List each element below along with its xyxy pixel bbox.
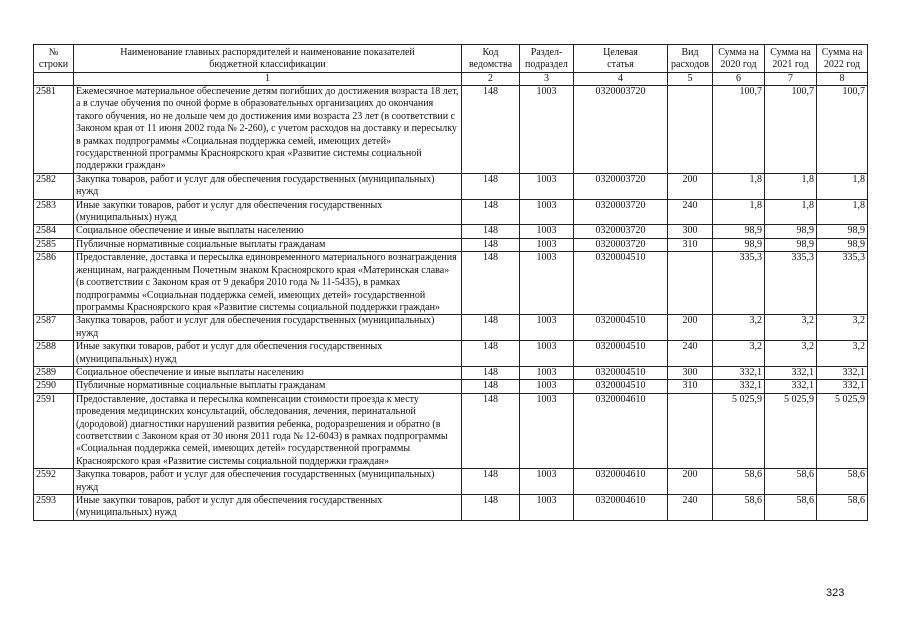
expense-type-cell: 240	[668, 341, 713, 367]
row-name-cell: Иные закупки товаров, работ и услуг для обеспечения государственных (муниципальных) нужд	[74, 341, 462, 367]
col-header-dept-code: Код ведомства	[462, 45, 520, 73]
sum-2020-cell: 100,7	[713, 86, 765, 174]
table-row	[34, 86, 868, 174]
target-article-cell: 0320004510	[574, 252, 668, 315]
sum-2022-cell: 3,2	[817, 341, 868, 367]
sum-2021-cell: 98,9	[765, 225, 817, 238]
row-number-cell: 2588	[34, 341, 74, 367]
dept-code-cell: 148	[462, 315, 520, 341]
sum-2022-cell: 332,1	[817, 366, 868, 379]
row-name-cell: Предоставление, доставка и пересылка единовременного материального вознаграждения женщинам, награжденным Почетным знаком Красноярского края «Материнская слава» (в соответствии с Законом края от 9 декабря 2010 года № 11-5435), в рамках подпрограммы «Социальная поддержка семей, имеющих детей» государственной программы Красноярского края «Развитие системы социальной поддержки граждан»	[74, 252, 462, 315]
page-number: 323	[826, 587, 845, 599]
sum-2021-cell: 5 025,9	[765, 393, 817, 468]
table-row	[34, 225, 868, 238]
col-header-sum-2021: Сумма на 2021 год	[765, 45, 817, 73]
col-number: 3	[520, 73, 574, 86]
table-row	[34, 252, 868, 315]
sum-2021-cell: 1,8	[765, 173, 817, 199]
row-number-cell: 2585	[34, 238, 74, 251]
section-cell: 1003	[520, 315, 574, 341]
row-number-cell: 2587	[34, 315, 74, 341]
col-header-section: Раздел- подраздел	[520, 45, 574, 73]
section-cell: 1003	[520, 225, 574, 238]
target-article-cell: 0320004610	[574, 393, 668, 468]
sum-2021-cell: 3,2	[765, 341, 817, 367]
expense-type-cell: 310	[668, 238, 713, 251]
dept-code-cell: 148	[462, 173, 520, 199]
expense-type-cell	[668, 86, 713, 174]
section-cell: 1003	[520, 173, 574, 199]
row-name-cell: Ежемесячное материальное обеспечение детям погибших до достижения возраста 18 лет, а в случае обучения по очной форме в образовательных организациях до окончания такого обучения, но не дольше чем до достижения ими возраста 23 лет (в соответствии с Законом края от 11 июня 2002 года № 2-260), с учетом расходов на доставку и пересылку в рамках подпрограммы «Социальная поддержка семей, имеющих детей» государственной программы Красноярского края «Развитие системы социальной поддержки граждан»	[74, 86, 462, 174]
section-cell: 1003	[520, 380, 574, 393]
table-row	[34, 393, 868, 468]
expense-type-cell: 310	[668, 380, 713, 393]
section-cell: 1003	[520, 469, 574, 495]
sum-2022-cell: 98,9	[817, 238, 868, 251]
section-cell: 1003	[520, 393, 574, 468]
dept-code-cell: 148	[462, 495, 520, 521]
section-cell: 1003	[520, 86, 574, 174]
header-number-row	[34, 73, 868, 86]
budget-table	[33, 44, 868, 521]
col-header-row-number: № строки	[34, 45, 74, 73]
table-row	[34, 315, 868, 341]
section-cell: 1003	[520, 495, 574, 521]
row-name-cell: Публичные нормативные социальные выплаты гражданам	[74, 238, 462, 251]
table-row	[34, 199, 868, 225]
sum-2022-cell: 58,6	[817, 495, 868, 521]
sum-2020-cell: 335,3	[713, 252, 765, 315]
section-cell: 1003	[520, 252, 574, 315]
row-name-cell: Социальное обеспечение и иные выплаты населению	[74, 225, 462, 238]
dept-code-cell: 148	[462, 380, 520, 393]
target-article-cell: 0320003720	[574, 199, 668, 225]
header-row	[34, 45, 868, 73]
table-body	[34, 86, 868, 521]
col-number: 7	[765, 73, 817, 86]
expense-type-cell: 200	[668, 469, 713, 495]
col-header-expense-type: Вид расходов	[668, 45, 713, 73]
sum-2021-cell: 332,1	[765, 380, 817, 393]
sum-2021-cell: 1,8	[765, 199, 817, 225]
target-article-cell: 0320003720	[574, 238, 668, 251]
expense-type-cell: 300	[668, 366, 713, 379]
table-row	[34, 469, 868, 495]
dept-code-cell: 148	[462, 341, 520, 367]
row-number-cell: 2593	[34, 495, 74, 521]
table-row	[34, 380, 868, 393]
sum-2021-cell: 3,2	[765, 315, 817, 341]
row-number-cell: 2589	[34, 366, 74, 379]
col-number: 8	[817, 73, 868, 86]
dept-code-cell: 148	[462, 469, 520, 495]
row-name-cell: Иные закупки товаров, работ и услуг для обеспечения государственных (муниципальных) нужд	[74, 495, 462, 521]
section-cell: 1003	[520, 199, 574, 225]
expense-type-cell	[668, 393, 713, 468]
sum-2022-cell: 58,6	[817, 469, 868, 495]
table-row	[34, 495, 868, 521]
row-number-cell: 2591	[34, 393, 74, 468]
row-number-cell: 2584	[34, 225, 74, 238]
sum-2021-cell: 98,9	[765, 238, 817, 251]
col-header-name: Наименование главных распорядителей и наименование показателей бюджетной классификации	[74, 45, 462, 73]
row-number-cell: 2590	[34, 380, 74, 393]
dept-code-cell: 148	[462, 393, 520, 468]
section-cell: 1003	[520, 341, 574, 367]
sum-2020-cell: 332,1	[713, 380, 765, 393]
col-header-sum-2022: Сумма на 2022 год	[817, 45, 868, 73]
row-name-cell: Социальное обеспечение и иные выплаты населению	[74, 366, 462, 379]
row-number-cell: 2582	[34, 173, 74, 199]
sum-2020-cell: 3,2	[713, 315, 765, 341]
dept-code-cell: 148	[462, 225, 520, 238]
target-article-cell: 0320003720	[574, 225, 668, 238]
row-number-cell: 2592	[34, 469, 74, 495]
expense-type-cell: 200	[668, 315, 713, 341]
sum-2020-cell: 58,6	[713, 469, 765, 495]
table-row	[34, 366, 868, 379]
col-number: 6	[713, 73, 765, 86]
sum-2021-cell: 335,3	[765, 252, 817, 315]
sum-2021-cell: 332,1	[765, 366, 817, 379]
sum-2022-cell: 1,8	[817, 199, 868, 225]
section-cell: 1003	[520, 238, 574, 251]
table-row	[34, 173, 868, 199]
row-name-cell: Закупка товаров, работ и услуг для обеспечения государственных (муниципальных) нужд	[74, 173, 462, 199]
sum-2022-cell: 1,8	[817, 173, 868, 199]
expense-type-cell: 200	[668, 173, 713, 199]
sum-2020-cell: 1,8	[713, 173, 765, 199]
sum-2020-cell: 58,6	[713, 495, 765, 521]
col-header-target-article: Целевая статья	[574, 45, 668, 73]
sum-2020-cell: 5 025,9	[713, 393, 765, 468]
target-article-cell: 0320004510	[574, 380, 668, 393]
expense-type-cell: 240	[668, 495, 713, 521]
sum-2021-cell: 100,7	[765, 86, 817, 174]
sum-2022-cell: 332,1	[817, 380, 868, 393]
row-name-cell: Закупка товаров, работ и услуг для обеспечения государственных (муниципальных) нужд	[74, 315, 462, 341]
target-article-cell: 0320003720	[574, 173, 668, 199]
sum-2022-cell: 98,9	[817, 225, 868, 238]
row-number-cell: 2586	[34, 252, 74, 315]
dept-code-cell: 148	[462, 366, 520, 379]
target-article-cell: 0320003720	[574, 86, 668, 174]
row-name-cell: Закупка товаров, работ и услуг для обеспечения государственных (муниципальных) нужд	[74, 469, 462, 495]
target-article-cell: 0320004510	[574, 315, 668, 341]
expense-type-cell	[668, 252, 713, 315]
sum-2022-cell: 100,7	[817, 86, 868, 174]
row-name-cell: Иные закупки товаров, работ и услуг для обеспечения государственных (муниципальных) нужд	[74, 199, 462, 225]
section-cell: 1003	[520, 366, 574, 379]
sum-2020-cell: 98,9	[713, 238, 765, 251]
row-number-cell: 2583	[34, 199, 74, 225]
sum-2022-cell: 3,2	[817, 315, 868, 341]
target-article-cell: 0320004610	[574, 469, 668, 495]
sum-2021-cell: 58,6	[765, 469, 817, 495]
dept-code-cell: 148	[462, 86, 520, 174]
row-name-cell: Предоставление, доставка и пересылка компенсации стоимости проезда к месту проведения медицинских консультаций, обследования, лечения, перинатальной (дородовой) диагностики нарушений развития ребенка, родоразрешения и обратно (в соответствии с Законом края от 30 июня 2011 года № 12-6043) в рамках подпрограммы «Социальная поддержка семей, имеющих детей» государственной программы Красноярского края «Развитие системы социальной поддержки граждан»	[74, 393, 462, 468]
col-number: 1	[74, 73, 462, 86]
dept-code-cell: 148	[462, 252, 520, 315]
col-header-sum-2020: Сумма на 2020 год	[713, 45, 765, 73]
expense-type-cell: 300	[668, 225, 713, 238]
table-row	[34, 341, 868, 367]
sum-2020-cell: 332,1	[713, 366, 765, 379]
target-article-cell: 0320004510	[574, 341, 668, 367]
sum-2020-cell: 3,2	[713, 341, 765, 367]
sum-2022-cell: 5 025,9	[817, 393, 868, 468]
col-number: 2	[462, 73, 520, 86]
col-number-blank	[34, 73, 74, 86]
dept-code-cell: 148	[462, 238, 520, 251]
sum-2022-cell: 335,3	[817, 252, 868, 315]
dept-code-cell: 148	[462, 199, 520, 225]
col-number: 5	[668, 73, 713, 86]
target-article-cell: 0320004510	[574, 366, 668, 379]
row-number-cell: 2581	[34, 86, 74, 174]
row-name-cell: Публичные нормативные социальные выплаты гражданам	[74, 380, 462, 393]
sum-2020-cell: 1,8	[713, 199, 765, 225]
col-number: 4	[574, 73, 668, 86]
table-row	[34, 238, 868, 251]
expense-type-cell: 240	[668, 199, 713, 225]
target-article-cell: 0320004610	[574, 495, 668, 521]
sum-2021-cell: 58,6	[765, 495, 817, 521]
sum-2020-cell: 98,9	[713, 225, 765, 238]
